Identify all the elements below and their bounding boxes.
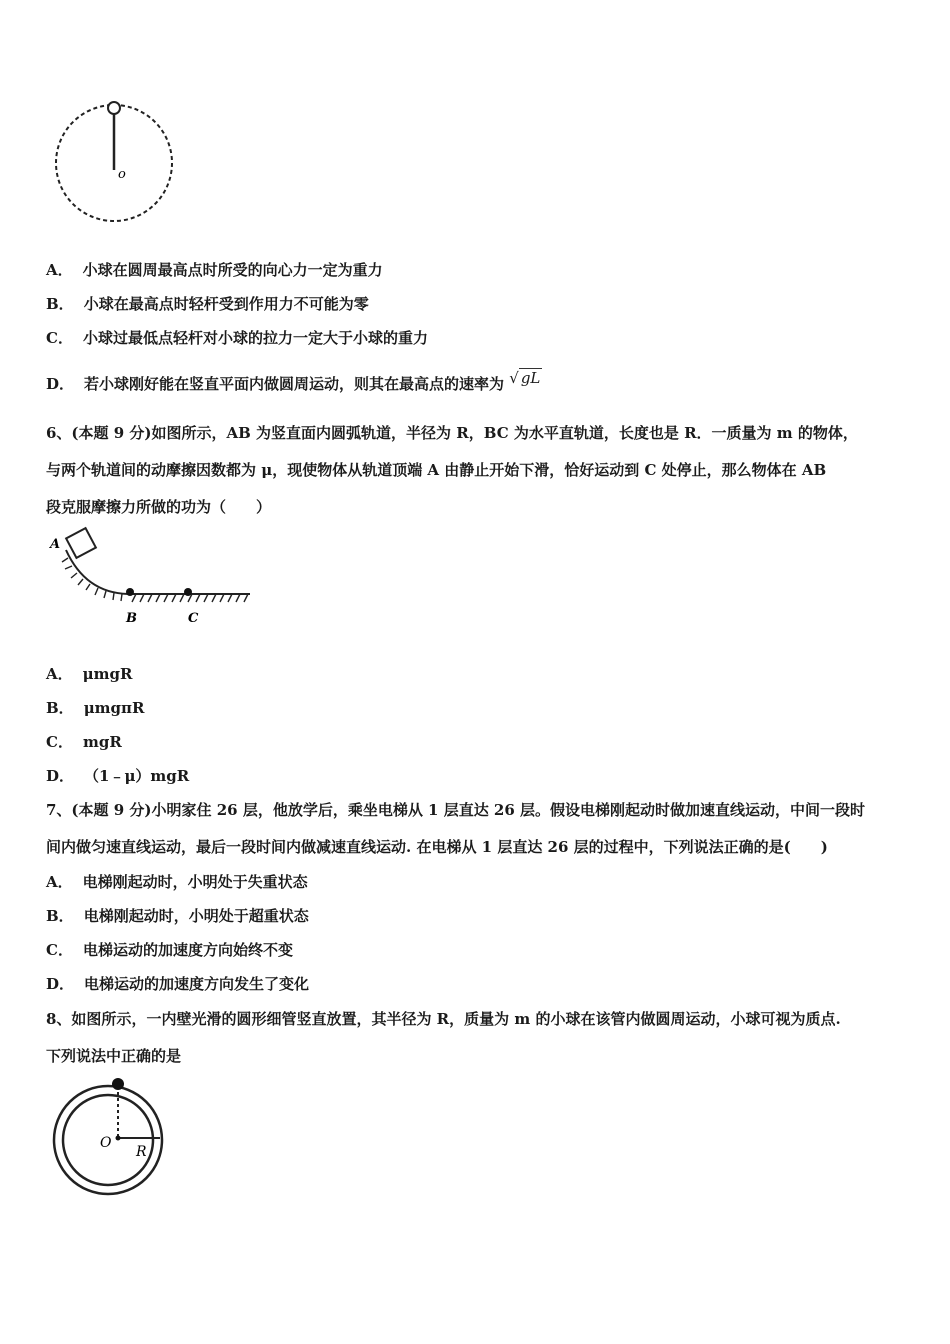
q5-option-b: B． 小球在最高点时轻杆受到作用力不可能为零 [46,295,369,313]
q5-option-c: C． 小球过最低点轻杆对小球的拉力一定大于小球的重力 [46,329,428,347]
q7-option-a: A． 电梯刚起动时，小明处于失重状态 [46,873,308,891]
q7-option-b: B． 电梯刚起动时，小明处于超重状态 [46,907,309,925]
radius-label-r: R [136,1144,147,1160]
q6-option-d: D． （1﹣μ）mgR [46,767,190,785]
label-b: B [126,611,137,626]
q7-stem-line-2: 间内做匀速直线运动，最后一段时间内做减速直线运动. 在电梯从 1 层直达 26 层的过程中，下列说法正确的是( ) [46,838,828,856]
q6-option-b: B． μmgπR [46,699,145,717]
center-point [116,1136,121,1141]
q7-option-c: C． 电梯运动的加速度方向始终不变 [46,941,293,959]
q6-option-a: A． μmgR [46,665,133,683]
q8-stem-line-1: 8、如图所示，一内壁光滑的圆形细管竖直放置，其半径为 R，质量为 m 的小球在该管内做圆周运动，小球可视为质点. [46,1010,841,1028]
q5-option-a: A． 小球在圆周最高点时所受的向心力一定为重力 [46,261,383,279]
block [66,528,96,558]
center-label-o: o [118,167,126,182]
q6-stem-line-3: 段克服摩擦力所做的功为（ ） [46,498,272,516]
q5-circle-figure [50,98,180,228]
label-a: A [50,537,61,552]
point-c [184,588,192,596]
q6-stem-line-1: 6、(本题 9 分)如图所示，AB 为竖直面内圆弧轨道，半径为 R，BC 为水平直轨道，长度也是 R．一质量为 m 的物体， [46,424,858,442]
q7-option-d: D． 电梯运动的加速度方向发生了变化 [46,975,310,993]
q6-track-figure [46,528,256,628]
label-c: C [188,611,199,626]
q6-option-c: C． mgR [46,733,122,751]
tube-ball [112,1078,124,1090]
center-label-o: O [100,1135,112,1151]
q8-stem-line-2: 下列说法中正确的是 [46,1047,182,1065]
point-b [126,588,134,596]
sqrt-expression: √ gL [509,369,541,387]
q8-tube-figure [50,1074,166,1190]
q7-stem-line-1: 7、(本题 9 分)小明家住 26 层，他放学后，乘坐电梯从 1 层直达 26 层。假设电梯刚起动时做加速直线运动，中间一段时 [46,801,866,819]
q5-option-d: D． 若小球刚好能在竖直平面内做圆周运动，则其在最高点的速率为 √ gL [46,369,541,393]
q6-stem-line-2: 与两个轨道间的动摩擦因数都为 μ，现使物体从轨道顶端 A 由静止开始下滑，恰好运动到 C 处停止，那么物体在 AB [46,461,827,479]
ball [108,102,120,114]
